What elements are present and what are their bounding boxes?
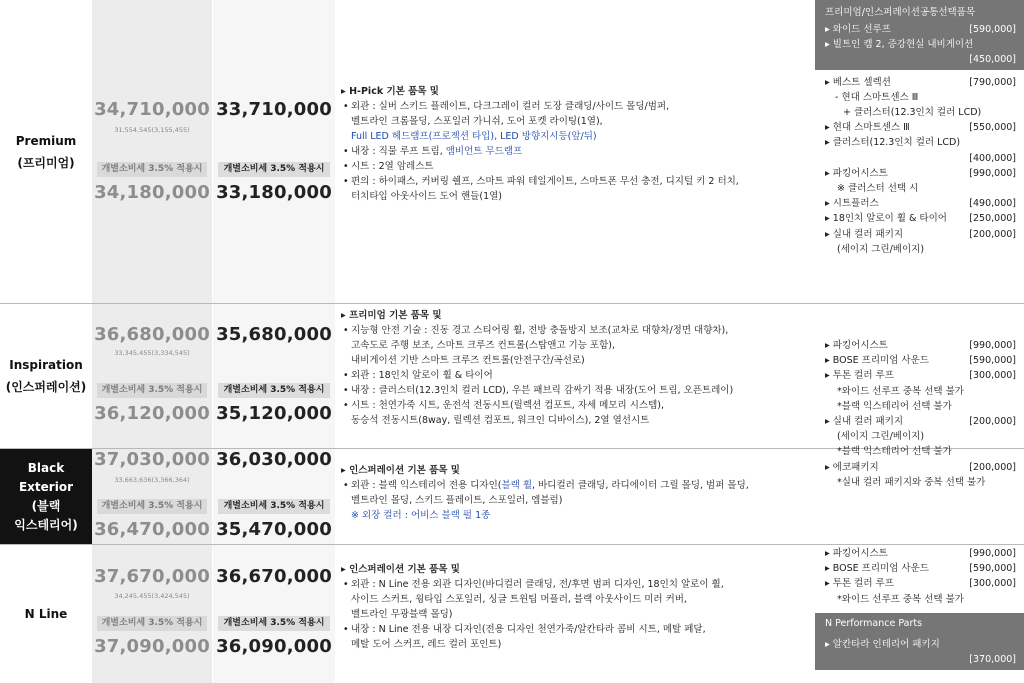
trim-name: N Line xyxy=(24,607,68,621)
price-column-regular xyxy=(92,545,213,683)
feature-convenience: • 편의 : 하이패스, 커버링 쉘프, 스마트 파워 테일게이트, 스마트폰 무선 충전, 디지털 키 2 터치, xyxy=(341,174,813,189)
price-original: 37,030,000 xyxy=(94,449,210,470)
hpick-price-with-tax: 36,090,000 xyxy=(216,636,332,657)
price-with-tax: 37,090,000 xyxy=(94,636,210,657)
standard-features: ▸ 프리미엄 기본 품목 및 • 지능형 안전 기술 : 진동 경고 스티어링 휠, 전방 충돌방지 보조(교차로 대향차/정면 대향차), 고속도로 주행 보조, 스마트 크루즈 컨트롤(스탑앤고 기능 포함), 내비게이션 기반 스마트 크루즈 컨트롤(안전구간/곡선로) • 외관 : 18인치 알로이 휠 & 타이어 • 내장 : 클러스터(12.3인치 컬러 LCD), 우븐 패브릭 감싸기 적용 내장(도어 트림, 오픈트레이) • 시트 : 천연가죽 시트, 운전석 전동시트(릴렉션 컴포트, 자세 메모리 시스템), 동승석 전동시트(8way, 릴렉션 컴포트, 워크인 디바이스), 2열 열선시트 xyxy=(335,304,815,448)
option-list: ▸ 파킹어시스트 [990,000] ▸ BOSE 프리미엄 사운드 [590,000] ▸ 투톤 컬러 루프 [300,000] *와이드 선루프 중복 선택 불가 N Performance Parts ▸ 알칸타라 인테리어 패키지 [370,000] xyxy=(815,545,1024,683)
hpick-price: 36,030,000 xyxy=(216,449,332,470)
tax-label: 개별소비세 3.5% 적용시 xyxy=(218,499,330,514)
feature-exterior: • 외관 : 실버 스키드 플레이트, 다크그레이 컬러 도장 클래딩/사이드 몰딩/범퍼, xyxy=(341,99,813,114)
hpick-price-with-tax: 35,470,000 xyxy=(216,519,332,540)
trim-row-n-line xyxy=(0,545,1024,683)
tax-label: 개별소비세 3.5% 적용시 xyxy=(97,499,207,514)
option-list: ▸ 파킹어시스트 [990,000] ▸ BOSE 프리미엄 사운드 [590,000] ▸ 투톤 컬러 루프 [300,000] *와이드 선루프 중복 선택 불가 *블랙 익스테리어 선택 불가 ▸ 실내 컬러 패키지 [200,000] (세이지 그린/베이지) *블랙 익스테리어 선택 불가 ▸ 에코패키지 [200,000] *실내 컬러 패키지와 중복 선택 불가 xyxy=(825,340,1016,488)
feature-interior: • 내장 : 클러스터(12.3인치 컬러 LCD), 우븐 패브릭 감싸기 적용 내장(도어 트림, 오픈트레이) xyxy=(341,383,813,398)
price-with-tax: 36,120,000 xyxy=(94,403,210,424)
hpick-price: 33,710,000 xyxy=(216,99,332,120)
exterior-color-note: ※ 외장 컬러 : 어비스 블랙 펄 1종 xyxy=(351,510,491,521)
price-breakdown: 33,663,636(3,366,364) xyxy=(114,476,190,484)
trim-name: Premium (프리미엄) xyxy=(15,133,77,170)
price-breakdown: 33,345,455(3,334,545) xyxy=(114,349,190,357)
price-with-tax: 36,470,000 xyxy=(94,519,210,540)
hpick-price-with-tax: 33,180,000 xyxy=(216,182,332,203)
feature-interior: • 내장 : N Line 전용 내장 디자인(전용 디자인 천연가죽/알칸타라 콤비 시트, 메탈 페달, xyxy=(341,622,813,637)
n-performance-parts-title: N Performance Parts xyxy=(825,617,923,629)
hpick-price: 35,680,000 xyxy=(216,324,332,345)
standard-features: ▸ 인스퍼레이션 기본 품목 및 • 외관 : 블랙 익스테리어 전용 디자인(블랙 휠, 바디컬러 클래딩, 라디에이터 그릴 몰딩, 범퍼 몰딩, 벨트라인 몰딩, 스키드 플레이트, 스포일러, 엠블럼) ※ 외장 컬러 : 어비스 블랙 펄 1종 xyxy=(335,449,815,544)
feature-interior: • 내장 : 직물 루프 트림, 앰비언트 무드램프 xyxy=(341,144,813,159)
price-column-regular xyxy=(92,449,213,544)
price-with-tax: 34,180,000 xyxy=(94,182,210,203)
feature-exterior: • 외관 : 블랙 익스테리어 전용 디자인(블랙 휠, 바디컬러 클래딩, 라디에이터 그릴 몰딩, 범퍼 몰딩, xyxy=(341,478,813,493)
hpick-price-with-tax: 35,120,000 xyxy=(216,403,332,424)
price-original: 37,670,000 xyxy=(94,566,210,587)
tax-label: 개별소비세 3.5% 적용시 xyxy=(218,162,330,177)
price-column-regular xyxy=(92,0,213,303)
standard-features: ▸ 인스퍼레이션 기본 품목 및 • 외관 : N Line 전용 외관 디자인(바디컬러 클래딩, 전/후면 범퍼 디자인, 18인치 알로이 휠, 사이드 스커트, 윙타입 스포일러, 싱글 트윈팁 머플러, 블랙 아웃사이드 미러 커버, 벨트라인 무광블랙 몰딩) • 내장 : N Line 전용 내장 디자인(전용 디자인 천연가죽/알칸타라 콤비 시트, 메탈 페달, 메탈 도어 스커프, 레드 컬러 포인트) xyxy=(335,545,815,683)
price-breakdown: 34,245,455(3,424,545) xyxy=(114,592,190,600)
tax-label: 개별소비세 3.5% 적용시 xyxy=(218,616,330,631)
tax-label: 개별소비세 3.5% 적용시 xyxy=(218,383,330,398)
price-column-hpick xyxy=(213,545,335,683)
tax-label: 개별소비세 3.5% 적용시 xyxy=(97,383,207,398)
price-column-hpick xyxy=(213,0,335,303)
n-performance-parts-box: N Performance Parts ▸ 알칸타라 인테리어 패키지 [370,000] xyxy=(815,613,1024,670)
price-column-regular xyxy=(92,304,213,448)
price-column-hpick xyxy=(213,304,335,448)
tax-label: 개별소비세 3.5% 적용시 xyxy=(97,616,207,631)
common-options-title: 프리미엄/인스퍼레이션공통선택품목 xyxy=(825,7,976,18)
feature-exterior: • 외관 : N Line 전용 외관 디자인(바디컬러 클래딩, 전/후면 범퍼 디자인, 18인치 알로이 휠, xyxy=(341,577,813,592)
common-options-box: 프리미엄/인스퍼레이션공통선택품목 ▸ 와이드 선루프 [590,000] ▸ 빌트인 캠 2, 증강현실 내비게이션 [450,000] xyxy=(815,0,1024,70)
price-column-hpick xyxy=(213,449,335,544)
feature-exterior: • 외관 : 18인치 알로이 휠 & 타이어 xyxy=(341,368,813,383)
trim-name: Black Exterior (블랙 익스테리어) xyxy=(0,449,92,544)
trim-name: Inspiration (인스퍼레이션) xyxy=(5,358,87,394)
hpick-price: 36,670,000 xyxy=(216,566,332,587)
standard-features: ▸ H-Pick 기본 품목 및 • 외관 : 실버 스키드 플레이트, 다크그레이 컬러 도장 클래딩/사이드 몰딩/범퍼, 벨트라인 크롬몰딩, 스포일러 가니쉬, 도어 포켓 라이팅(1열), Full LED 헤드램프(프로젝션 타입), LED 방향지시등(앞/뒤) • 내장 : 직물 루프 트림, 앰비언트 무드램프 • 시트 : 2열 암레스트 • 편의 : 하이패스, 커버링 쉘프, 스마트 파워 테일게이트, 스마트폰 무선 충전, 디지털 키 2 터치, 터치타입 아웃사이드 도어 핸들(1열) xyxy=(335,0,815,303)
feature-seat: • 시트 : 2열 암레스트 xyxy=(341,159,813,174)
option-list: 프리미엄/인스퍼레이션공통선택품목 ▸ 와이드 선루프 [590,000] ▸ 빌트인 캠 2, 증강현실 내비게이션 [450,000] ▸ 베스트 셀렉션 [790,000] - 현대 스마트센스 Ⅲ + 클러스터(12.3인치 컬러 LCD) ▸ 현대 스마트센스 Ⅲ [550,000] ▸ 클러스터(12.3인치 컬러 LCD) [400,000] ▸ 파킹어시스트 [990,000] ※ 클러스터 선택 시 ▸ 시트플러스 [490,000] ▸ 18인치 알로이 휠 & 타이어 [250,000] ▸ 실내 컬러 패키지 [200,000] (세이지 그린/베이지) xyxy=(815,0,1024,303)
feature-safety: • 지능형 안전 기술 : 진동 경고 스티어링 휠, 전방 충돌방지 보조(교차로 대향차/정면 대향차), xyxy=(341,323,813,338)
trim-row-premium xyxy=(0,0,1024,304)
price-original: 36,680,000 xyxy=(94,324,210,345)
feature-seat: • 시트 : 천연가죽 시트, 운전석 전동시트(릴렉션 컴포트, 자세 메모리 시스템), xyxy=(341,398,813,413)
tax-label: 개별소비세 3.5% 적용시 xyxy=(97,162,207,177)
price-original: 34,710,000 xyxy=(94,99,210,120)
price-breakdown: 31,554,545(3,155,455) xyxy=(114,126,190,134)
